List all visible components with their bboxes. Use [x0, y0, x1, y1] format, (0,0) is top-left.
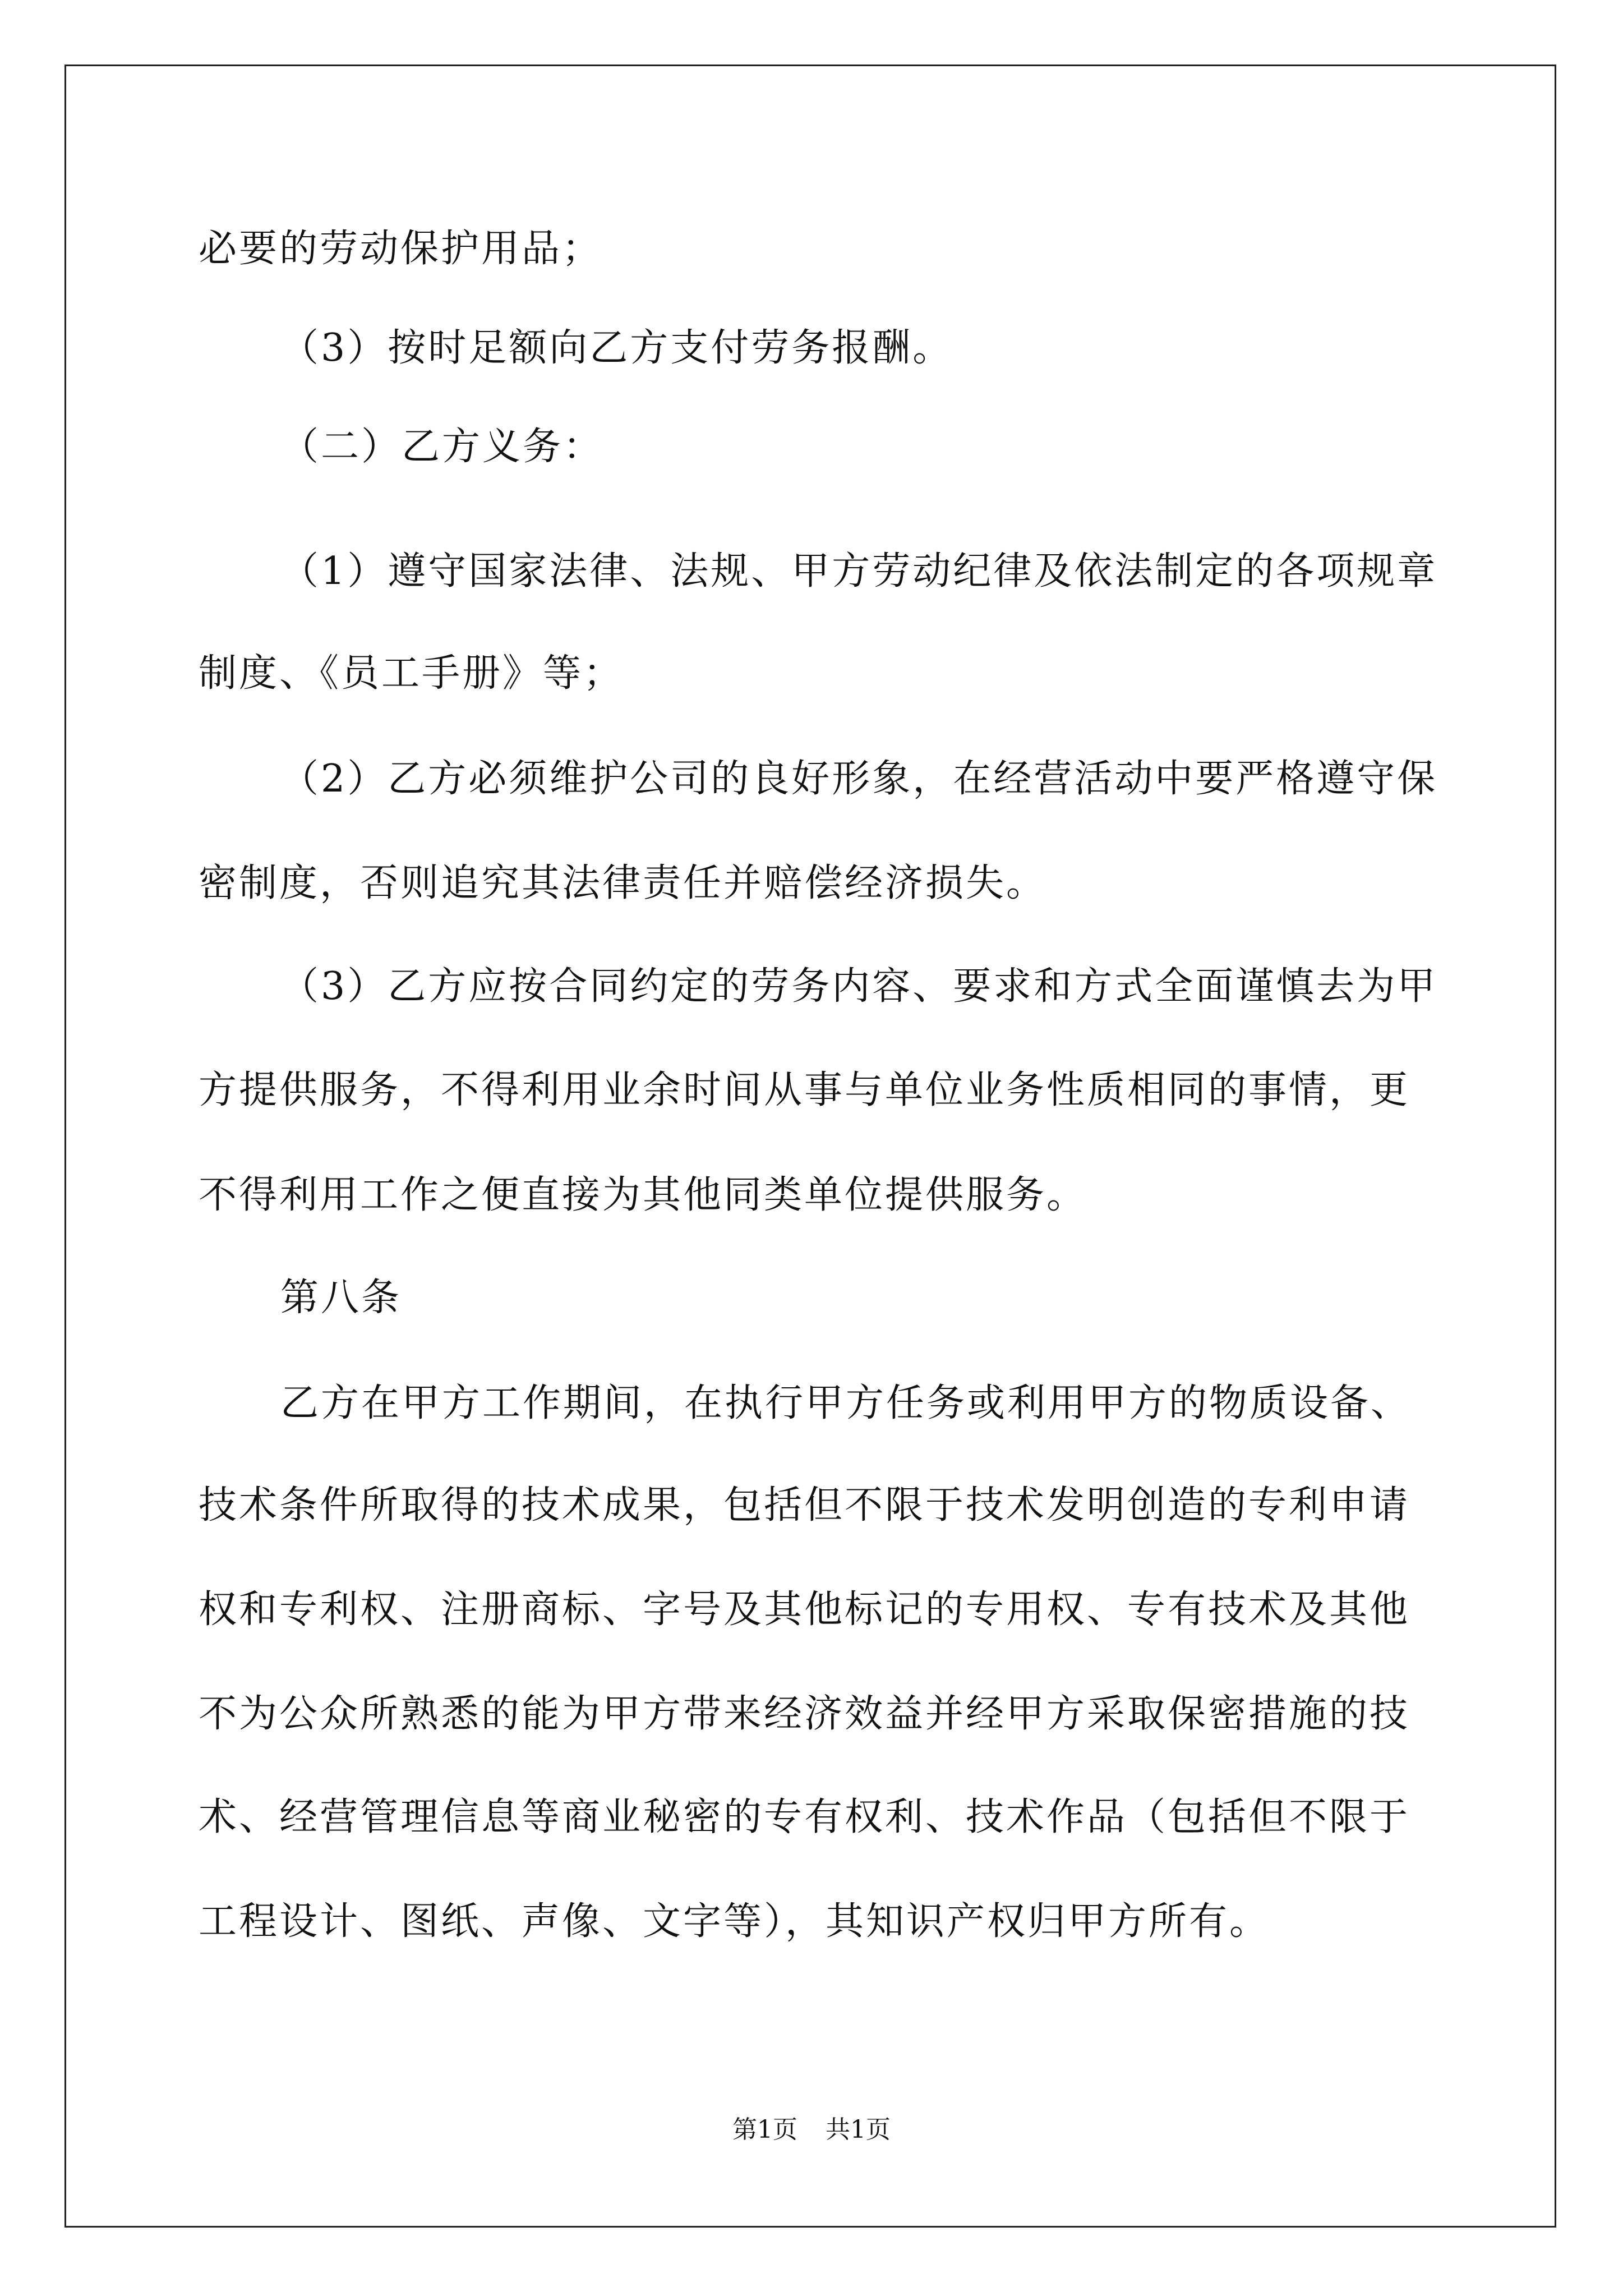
text-line: 技术条件所取得的技术成果，包括但不限于技术发明创造的专利申请	[199, 1483, 1410, 1527]
section-heading: 第八条	[280, 1276, 402, 1320]
text-line: 权和专利权、注册商标、字号及其他标记的专用权、专有技术及其他	[199, 1588, 1410, 1632]
total-pages: 共1页	[826, 2115, 891, 2144]
text-line: 不得利用工作之便直接为其他同类单位提供服务。	[199, 1173, 1087, 1217]
text-line: （3）乙方应按合同约定的劳务内容、要求和方式全面谨慎去为甲	[280, 964, 1438, 1009]
text-line: 方提供服务，不得利用业余时间从事与单位业务性质相同的事情，更	[199, 1068, 1410, 1112]
text-line: （2）乙方必须维护公司的良好形象，在经营活动中要严格遵守保	[280, 757, 1438, 801]
text-line: （二）乙方义务：	[280, 425, 604, 469]
page-footer	[0, 2115, 1623, 2145]
text-line: 密制度，否则追究其法律责任并赔偿经济损失。	[199, 861, 1047, 905]
text-line: （1）遵守国家法律、法规、甲方劳动纪律及依法制定的各项规章	[280, 549, 1438, 593]
current-page-number: 第1页	[732, 2115, 797, 2144]
text-line: 乙方在甲方工作期间，在执行甲方任务或利用甲方的物质设备、	[280, 1381, 1412, 1425]
text-line: 制度、《员工手册》等；	[199, 651, 624, 696]
text-line: 不为公众所熟悉的能为甲方带来经济效益并经甲方采取保密措施的技	[199, 1692, 1410, 1736]
text-line: 必要的劳动保护用品；	[199, 227, 603, 271]
text-line: 工程设计、图纸、声像、文字等），其知识产权归甲方所有。	[199, 1899, 1270, 1944]
text-line: 术、经营管理信息等商业秘密的专有权利、技术作品（包括但不限于	[199, 1795, 1410, 1839]
text-line: （3）按时足额向乙方支付劳务报酬。	[280, 326, 953, 370]
